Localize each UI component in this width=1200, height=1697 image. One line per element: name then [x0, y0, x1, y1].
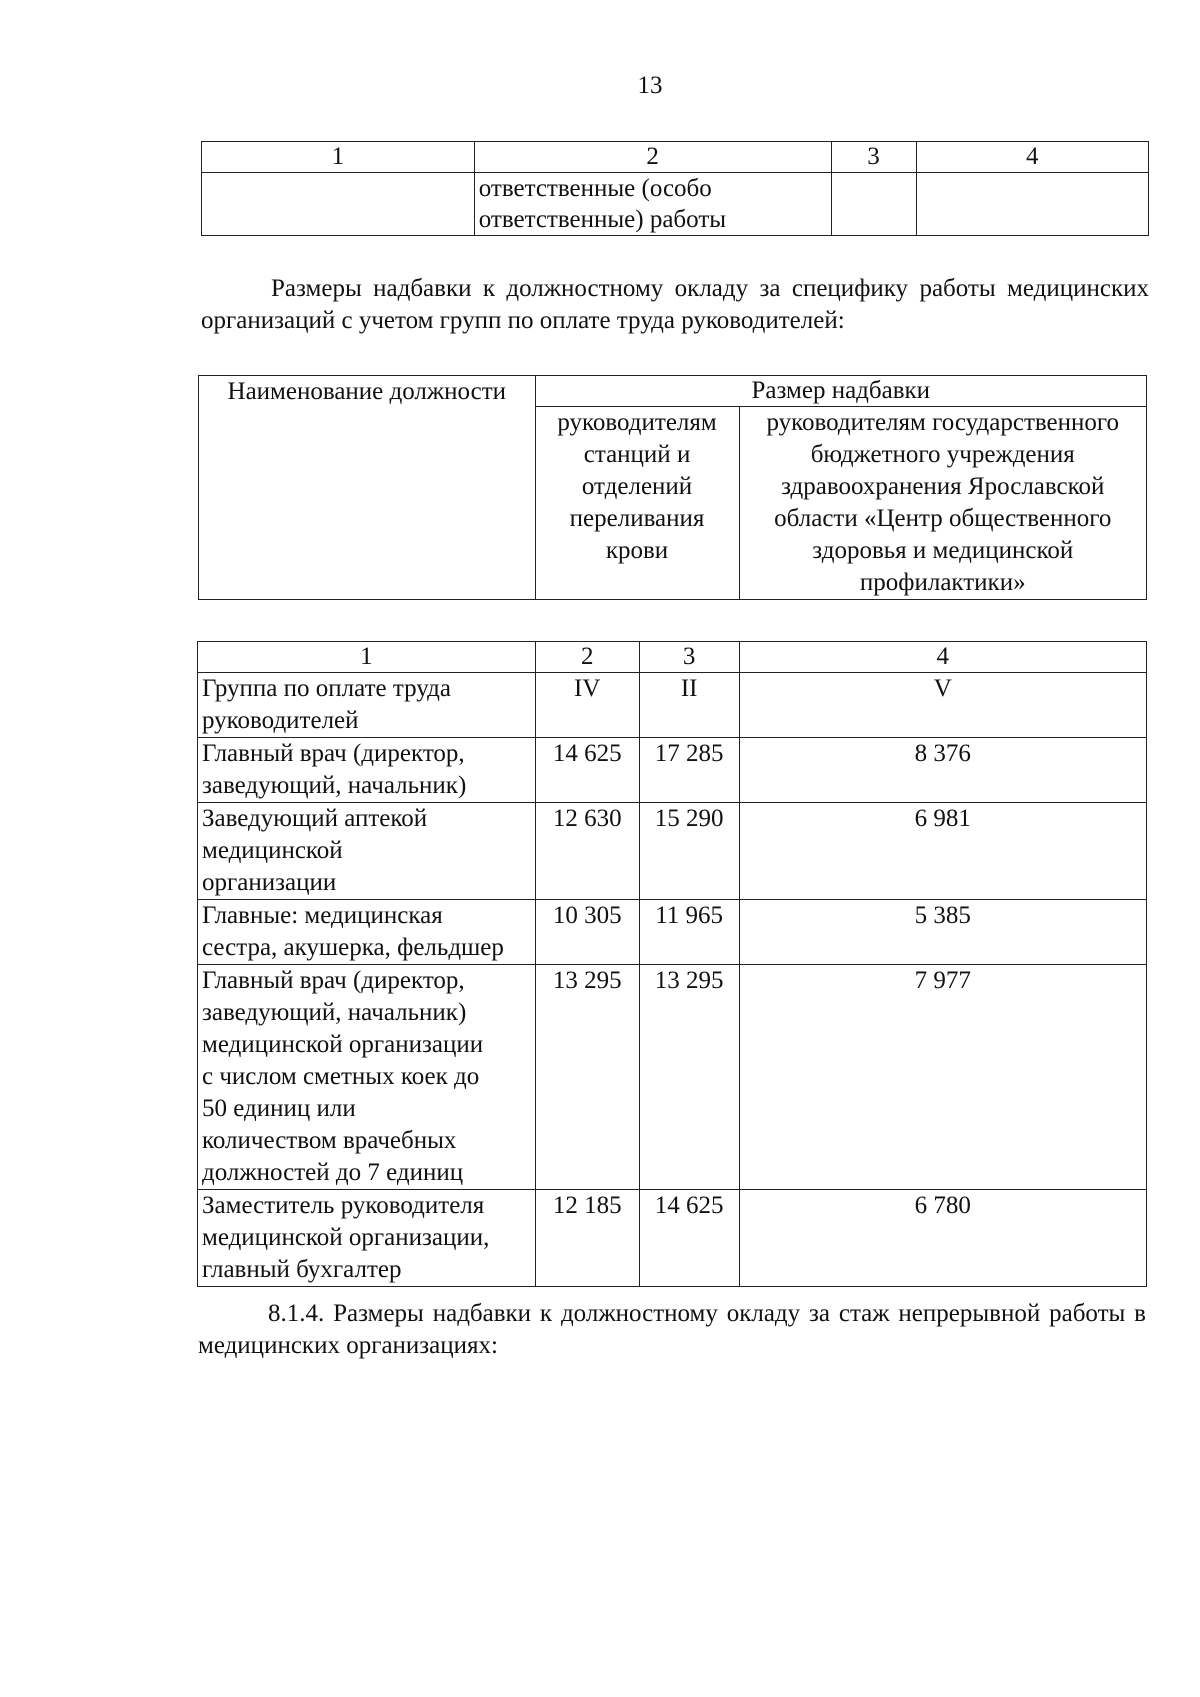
paragraph-allowance-specific: Размеры надбавки к должностному окладу за специфику работы медицинских организаций с учетом групп по оплате труда руководителей: [201, 275, 1149, 334]
table-cell [202, 173, 475, 236]
page-number: 13 [637, 72, 663, 99]
table-cell [831, 173, 916, 236]
column-number: 3 [831, 142, 916, 173]
header-allowance-size: Размер надбавки [535, 376, 1146, 407]
column-number: 3 [639, 642, 739, 673]
value-col4: 6 780 [739, 1190, 1146, 1287]
column-number: 1 [202, 142, 475, 173]
value-col2: IV [535, 673, 639, 738]
table-row [198, 803, 1147, 900]
continuation-table [201, 141, 1149, 236]
value-col2: 12 185 [535, 1190, 639, 1287]
position-name: Заместитель руководителя медицинской организации, главный бухгалтер [198, 1190, 536, 1287]
table-cell [916, 173, 1148, 236]
table-row [198, 738, 1147, 803]
column-number: 2 [474, 142, 831, 173]
table-row [202, 173, 1149, 236]
value-col3: 15 290 [639, 803, 739, 900]
position-name: Группа по оплате труда руководителей [198, 673, 536, 738]
value-col2: 12 630 [535, 803, 639, 900]
column-number: 1 [198, 642, 536, 673]
value-col4: 8 376 [739, 738, 1146, 803]
value-col2: 13 295 [535, 965, 639, 1190]
paragraph-8-1-4: 8.1.4. Размеры надбавки к должностному окладу за стаж непрерывной работы в медицинских организациях: [198, 1300, 1146, 1359]
table-cell: ответственные (особо ответственные) работы [474, 173, 831, 236]
position-name: Главный врач (директор, заведующий, начальник) медицинской организации с числом сметных коек до 50 единиц или количеством врачебных должностей до 7 единиц [198, 965, 536, 1190]
header-position: Наименование должности [199, 376, 536, 600]
header-public-health-center: руководителям государственного бюджетного учреждения здравоохранения Ярославской области «Центр общественного здоровья и медицинской профилактики» [739, 407, 1147, 600]
position-name: Главный врач (директор, заведующий, начальник) [198, 738, 536, 803]
value-col2: 14 625 [535, 738, 639, 803]
value-col4: 6 981 [739, 803, 1146, 900]
table-row [198, 673, 1147, 738]
position-name: Главные: медицинская сестра, акушерка, фельдшер [198, 900, 536, 965]
value-col2: 10 305 [535, 900, 639, 965]
table-header-row [202, 142, 1149, 173]
value-col3: 13 295 [639, 965, 739, 1190]
header-blood-stations: руководителям станций и отделений переливания крови [535, 407, 739, 600]
value-col4: V [739, 673, 1146, 738]
value-col4: 7 977 [739, 965, 1146, 1190]
table-number-row [198, 642, 1147, 673]
position-name: Заведующий аптекой медицинской организации [198, 803, 536, 900]
value-col3: 17 285 [639, 738, 739, 803]
column-number: 4 [739, 642, 1146, 673]
table-row [198, 900, 1147, 965]
table-row [198, 1190, 1147, 1287]
column-number: 2 [535, 642, 639, 673]
value-col3: II [639, 673, 739, 738]
value-col3: 14 625 [639, 1190, 739, 1287]
column-number: 4 [916, 142, 1148, 173]
allowance-table [197, 641, 1147, 1287]
allowance-table-header [198, 375, 1147, 600]
value-col4: 5 385 [739, 900, 1146, 965]
value-col3: 11 965 [639, 900, 739, 965]
table-row [198, 965, 1147, 1190]
